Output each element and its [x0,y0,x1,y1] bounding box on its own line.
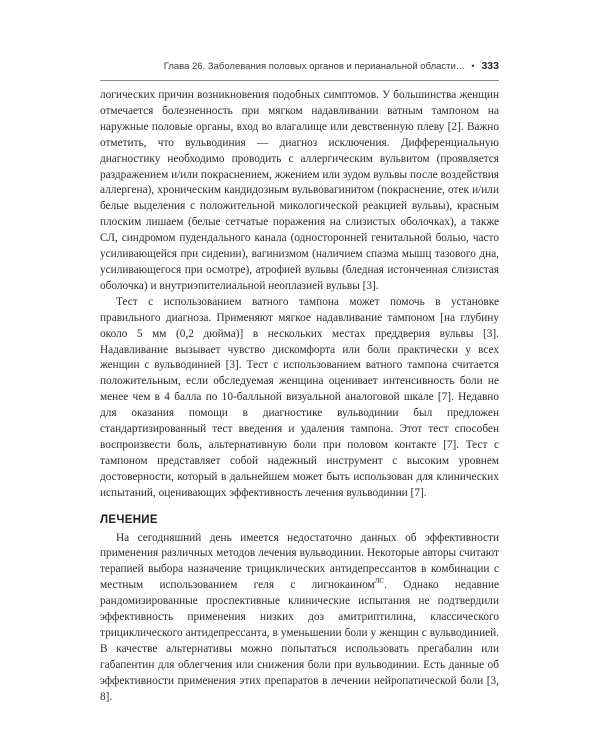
treatment-text-part-1: На сегодняшний день имеется недостаточно данных об эффективности применения различных методов лечения вульводинии. Некоторые авторы считают терапией выбора назначение трициклических антидепрессантов в комбинации с местным использованием геля с лигнокаином [100,531,499,592]
paragraph-diagnosis-continued: логических причин возникновения подобных симптомов. У большинства женщин отмечается болезненность при мягком надавливании ватным тампоном на наружные половые органы, вход во влагалище или девственную плеву [2]. Важно отметить, что вульводиния — диагноз исключения. Дифференциальную диагностику необходимо проводить с аллергическим вульвитом (проявляется раздражением и/или покраснением, жжением или зудом вульвы после воздействия аллергена), хроническим кандидозным вульвовагинитом (покраснение, отек и/или белые выделения с положительной микологической реакцией вульвы), красным плоским лишаем (белые сетчатые поражения на слизистых оболочках), а также СЛ, синдромом пудендального канала (односторонней генитальной болью, часто усиливающейся при сидении), вагинизмом (наличием спазма мышц тазового дна, усиливающегося при осмотре), атрофией вульвы (бледная истонченная слизистая оболочка) и внутриэпителиальной неоплазией вульвы [3]. [100,89,499,292]
chapter-title: Глава 26. Заболевания половых органов и перианальной области… [163,61,466,72]
header-rule [100,80,499,81]
paragraph-swab-test: Тест с использованием ватного тампона может помочь в установке правильного диагноза. Применяют мягкое надавливание тампоном [на глубину около 5 мм (0,2 дюйма)] в нескольких местах преддверия вульвы [3]. Надавливание вызывает чувство дискомфорта или боли практически у всех женщин с вульводинией [3]. Тест с использованием ватного тампона считается положительным, если обследуемая женщина оценивает интенсивность боли не менее чем в 4 балла по 10-балльной визуальной аналоговой шкале [7]. Недавно для оказания помощи в диагностике вульводинии был предложен стандартизированный тест введения и удаления тампона. Этот тест способен воспроизвести боль, альтернативную боли при половом контакте [7]. Тест с тампоном представляет собой надежный инструмент с высоким уровнем достоверности, который в дальнейшем может быть использован для клинических испытаний, оценивающих эффективность лечения вульводинии [7]. [100,295,499,499]
running-header [100,60,499,78]
paragraph-treatment [100,531,499,706]
section-heading-treatment: ЛЕЧЕНИЕ [100,513,158,526]
header-bullet: • [471,61,475,71]
page-number: 333 [481,60,499,72]
drug-mark-superscript: ЛС [374,577,385,586]
page-content [100,88,499,706]
treatment-text-part-2: . Однако недавние рандомизированные проспективные клинические испытания не подтвердили эффективность применения низких доз амитриптилина, классического трициклического антидепрессанта, в уменьшении боли у женщин с вульводинией. В качестве альтернативы можно попытаться использовать прегабалин или габапентин для облегчения или снижения боли при вульводинии. Есть данные об эффективности применения этих препаратов в лечении нейропатической боли [3, 8]. [100,579,500,703]
